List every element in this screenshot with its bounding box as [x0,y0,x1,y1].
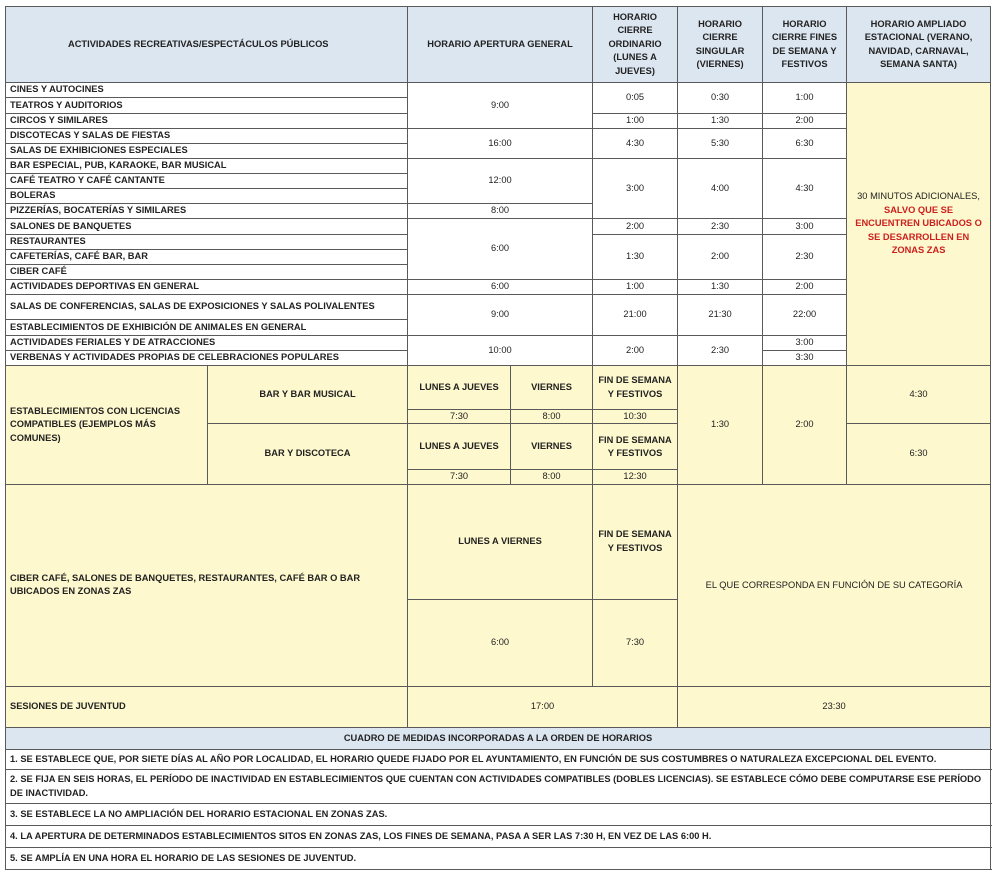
youth-closing: 23:30 [678,686,991,727]
header-singular-close: HORARIO CIERRE SINGULAR (VIERNES) [678,7,763,83]
weekend-close-time: 2:00 [763,280,847,295]
opening-time: 16:00 [408,129,593,159]
header-activities: ACTIVIDADES RECREATIVAS/ESPECTÁCULOS PÚBLICOS [6,7,408,83]
table-row [6,83,991,98]
licences-label: ESTABLECIMIENTOS CON LICENCIAS COMPATIBLES (EJEMPLOS MÁS COMUNES) [6,366,208,485]
ordinary-close-time: 3:00 [593,159,678,219]
activity-name: SALONES DE BANQUETES [6,219,408,235]
licences-row-bar-musical-header [6,366,991,410]
bar-disco-friday: 8:00 [511,470,593,484]
opening-time: 10:00 [408,336,593,366]
singular-close-time: 2:30 [678,219,763,235]
singular-close-time: 0:30 [678,83,763,114]
measure-row [6,848,991,870]
activity-name: CIRCOS Y SIMILARES [6,114,408,129]
measure-item: 1. SE ESTABLECE QUE, POR SIETE DÍAS AL AÑO POR LOCALIDAD, EL HORARIO QUEDE FIJADO POR EL AYUNTAMIENTO, EN FUNCIÓN DE SUS COSTUMBRES O NATURALEZA EXCEPCIONAL DEL EVENTO. [6,750,991,770]
zas-weekend-opening: 7:30 [593,599,678,686]
zas-label: CIBER CAFÉ, SALONES DE BANQUETES, RESTAURANTES, CAFÉ BAR O BAR UBICADOS EN ZONAS ZAS [6,484,408,686]
activity-name: ACTIVIDADES FERIALES Y DE ATRACCIONES [6,336,408,351]
bar-musical-weekend-close: 4:30 [847,366,991,424]
header-row [6,7,991,83]
activity-name: CIBER CAFÉ [6,265,408,280]
bar-musical-friday: 8:00 [511,410,593,424]
col-weekend: FIN DE SEMANA Y FESTIVOS [593,366,678,410]
singular-close-time: 2:30 [678,336,763,366]
activity-name: CAFETERÍAS, CAFÉ BAR, BAR [6,250,408,265]
col-mon-thu: LUNES A JUEVES [408,424,511,470]
header-weekend-close: HORARIO CIERRE FINES DE SEMANA Y FESTIVOS [763,7,847,83]
singular-close-time: 21:30 [678,295,763,336]
weekend-close-time: 2:30 [763,235,847,280]
header-ordinary-close: HORARIO CIERRE ORDINARIO (LUNES A JUEVES) [593,7,678,83]
table-row [6,159,991,174]
measure-item: 4. LA APERTURA DE DETERMINADOS ESTABLECIMIENTOS SITOS EN ZONAS ZAS, LOS FINES DE SEMANA, PASA A SER LAS 7:30 H, EN VEZ DE LAS 6:00 H. [6,826,991,848]
activity-name: SALAS DE EXHIBICIONES ESPECIALES [6,144,408,159]
seasonal-note-exception: SALVO QUE SE ENCUENTREN UBICADOS O SE DESARROLLEN EN ZONAS ZAS [855,204,982,256]
table-row [6,129,991,144]
bar-musical-mon-thu: 7:30 [408,410,511,424]
weekend-close-time: 1:00 [763,83,847,114]
weekend-close-time: 3:00 [763,336,847,351]
licence-type-bar-musical: BAR Y BAR MUSICAL [208,366,408,424]
col-mon-thu: LUNES A JUEVES [408,366,511,410]
table-row [6,219,991,235]
ordinary-close-time: 2:00 [593,219,678,235]
opening-time: 9:00 [408,83,593,129]
opening-time: 9:00 [408,295,593,336]
weekend-close-time: 3:30 [763,351,847,366]
opening-hours-table [5,6,991,870]
bar-musical-weekend: 10:30 [593,410,678,424]
measure-row [6,804,991,826]
activity-name: BAR ESPECIAL, PUB, KARAOKE, BAR MUSICAL [6,159,408,174]
activity-name: SALAS DE CONFERENCIAS, SALAS DE EXPOSICIONES Y SALAS POLIVALENTES [6,295,408,320]
zas-col-weekend: FIN DE SEMANA Y FESTIVOS [593,484,678,599]
zas-col-mon-fri: LUNES A VIERNES [408,484,593,599]
measures-title-row [6,728,991,750]
measure-row [6,826,991,848]
zas-row-header [6,484,991,599]
youth-opening: 17:00 [408,686,678,727]
bar-disco-mon-thu: 7:30 [408,470,511,484]
singular-close-time: 1:30 [678,280,763,295]
activity-name: BOLERAS [6,189,408,204]
header-opening: HORARIO APERTURA GENERAL [408,7,593,83]
ordinary-close-time: 1:00 [593,280,678,295]
activity-name: CINES Y AUTOCINES [6,83,408,98]
bar-disco-weekend: 12:30 [593,470,678,484]
ordinary-close-time: 0:05 [593,83,678,114]
youth-label: SESIONES DE JUVENTUD [6,686,408,727]
ordinary-close-time: 1:00 [593,114,678,129]
seasonal-note [847,83,991,366]
weekend-close-time: 4:30 [763,159,847,219]
activity-name: ESTABLECIMIENTOS DE EXHIBICIÓN DE ANIMALES EN GENERAL [6,320,408,336]
bar-disco-weekend-close: 6:30 [847,424,991,484]
opening-time: 12:00 [408,159,593,204]
ordinary-close-time: 2:00 [593,336,678,366]
measure-row [6,770,991,804]
measure-item: 3. SE ESTABLECE LA NO AMPLIACIÓN DEL HORARIO ESTACIONAL EN ZONAS ZAS. [6,804,991,826]
measure-row [6,750,991,770]
activity-name: ACTIVIDADES DEPORTIVAS EN GENERAL [6,280,408,295]
activity-name: PIZZERÍAS, BOCATERÍAS Y SIMILARES [6,204,408,219]
activity-name: TEATROS Y AUDITORIOS [6,98,408,114]
opening-time: 6:00 [408,280,593,295]
activity-name: DISCOTECAS Y SALAS DE FIESTAS [6,129,408,144]
zas-closing: EL QUE CORRESPONDA EN FUNCIÓN DE SU CATEGORÍA [678,484,991,686]
ordinary-close-time: 4:30 [593,129,678,159]
singular-close-time: 5:30 [678,129,763,159]
table-row [6,280,991,295]
opening-time: 6:00 [408,219,593,280]
activity-name: VERBENAS Y ACTIVIDADES PROPIAS DE CELEBRACIONES POPULARES [6,351,408,366]
col-friday: VIERNES [511,424,593,470]
ordinary-close-time: 1:30 [593,235,678,280]
zas-mon-fri-opening: 6:00 [408,599,593,686]
seasonal-note-plain: 30 MINUTOS ADICIONALES, [857,191,980,202]
licences-singular-close: 2:00 [763,366,847,485]
licences-ordinary-close: 1:30 [678,366,763,485]
table-row [6,295,991,320]
ordinary-close-time: 21:00 [593,295,678,336]
measure-item: 5. SE AMPLÍA EN UNA HORA EL HORARIO DE LAS SESIONES DE JUVENTUD. [6,848,991,870]
weekend-close-time: 3:00 [763,219,847,235]
col-friday: VIERNES [511,366,593,410]
activity-name: RESTAURANTES [6,235,408,250]
weekend-close-time: 22:00 [763,295,847,336]
header-seasonal: HORARIO AMPLIADO ESTACIONAL (VERANO, NAVIDAD, CARNAVAL, SEMANA SANTA) [847,7,991,83]
table-row [6,336,991,351]
singular-close-time: 4:00 [678,159,763,219]
weekend-close-time: 2:00 [763,114,847,129]
measures-title: CUADRO DE MEDIDAS INCORPORADAS A LA ORDEN DE HORARIOS [6,728,991,750]
youth-row [6,686,991,727]
opening-time: 8:00 [408,204,593,219]
singular-close-time: 1:30 [678,114,763,129]
col-weekend: FIN DE SEMANA Y FESTIVOS [593,424,678,470]
weekend-close-time: 6:30 [763,129,847,159]
activity-name: CAFÉ TEATRO Y CAFÉ CANTANTE [6,174,408,189]
singular-close-time: 2:00 [678,235,763,280]
measure-item: 2. SE FIJA EN SEIS HORAS, EL PERÍODO DE INACTIVIDAD EN ESTABLECIMIENTOS QUE CUENTAN CON ACTIVIDADES COMPATIBLES (DOBLES LICENCIAS). SE ESTABLECE CÓMO DEBE COMPUTARSE ESE PERÍODO DE INACTIVIDAD. [6,770,991,804]
licence-type-bar-disco: BAR Y DISCOTECA [208,424,408,484]
